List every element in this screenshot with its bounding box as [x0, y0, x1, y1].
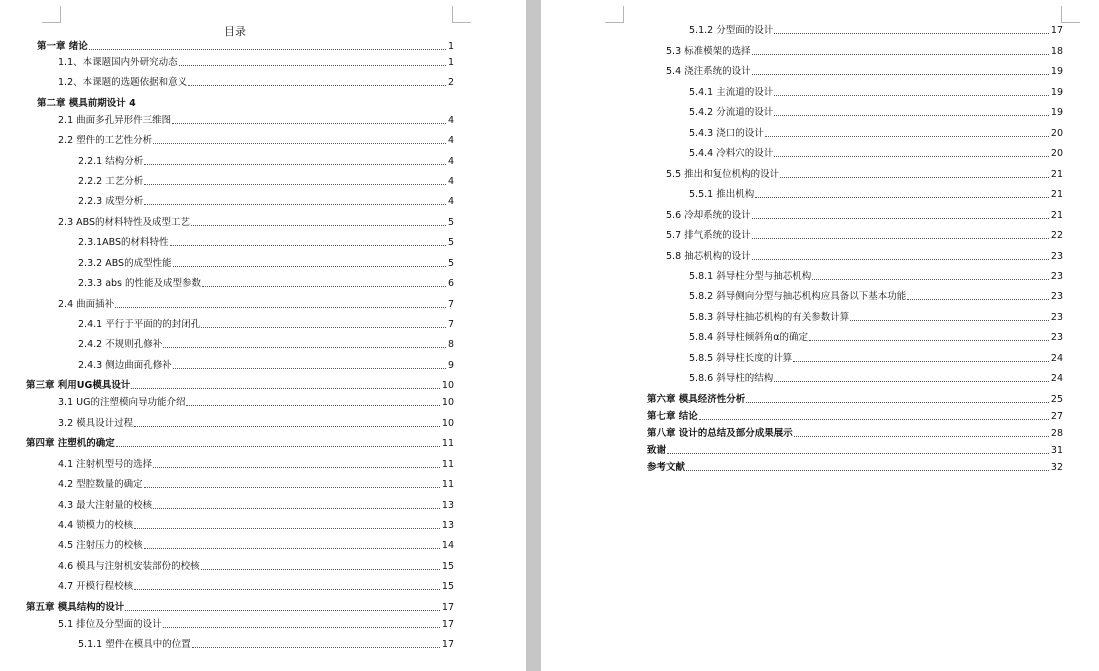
toc-entry[interactable] [58, 416, 454, 430]
toc-page-number: 4 [447, 196, 454, 207]
toc-dot-leader [163, 347, 446, 348]
toc-entry-title: 3.1 UG的注塑模向导功能介绍 [58, 397, 186, 408]
toc-entry-title: 2.3.1ABS的材料特性 [78, 237, 169, 248]
toc-page-number: 23 [1050, 291, 1063, 302]
toc-page-number: 23 [1050, 332, 1063, 343]
toc-entry-title: 2.3 ABS的材料特性及成型工艺 [58, 217, 191, 228]
toc-page-number: 4 [447, 156, 454, 167]
toc-entry-title: 致谢 [647, 445, 667, 456]
toc-entry-title: 4.7 开模行程校核 [58, 581, 134, 592]
toc-entry-title: 5.8.2 斜导侧向分型与抽芯机构应具备以下基本功能 [689, 291, 907, 302]
toc-page-number: 6 [447, 278, 454, 289]
toc-entry-title: 1.1、本课题国内外研究动态 [58, 57, 178, 68]
toc-entry-title: 参考文献 [647, 462, 686, 473]
toc-dot-leader [115, 307, 446, 308]
toc-dot-leader [125, 610, 440, 611]
toc-dot-leader [752, 54, 1049, 55]
page-corner-mark [42, 6, 61, 23]
toc-page-number: 15 [441, 561, 454, 572]
toc-page-number: 31 [1050, 445, 1063, 456]
toc-page-number: 10 [441, 418, 454, 429]
toc-entry-title: 第六章 模具经济性分析 [647, 394, 746, 405]
toc-entry-title: 5.3 标准模架的选择 [666, 46, 751, 57]
toc-entry-title: 2.2.2 工艺分析 [78, 176, 144, 187]
toc-page-number: 7 [447, 319, 454, 330]
toc-entry[interactable] [58, 55, 454, 69]
toc-entry-title: 2.4.3 侧边曲面孔修补 [78, 360, 172, 371]
toc-entry-title: 第五章 模具结构的设计 [26, 602, 125, 613]
toc-entry[interactable] [666, 64, 1063, 78]
toc-entry-title: 5.8.1 斜导柱分型与抽芯机构 [689, 271, 812, 282]
toc-entry[interactable] [58, 297, 454, 311]
toc-entry[interactable] [78, 358, 454, 372]
toc-page-number: 17 [1050, 25, 1063, 36]
toc-page-number: 19 [1050, 87, 1063, 98]
toc-dot-leader [153, 467, 440, 468]
toc-dot-leader [752, 218, 1049, 219]
toc-entry-title: 第七章 结论 [647, 411, 698, 422]
toc-entry[interactable] [78, 317, 454, 331]
toc-entry-title: 5.8.3 斜导柱抽芯机构的有关参数计算 [689, 312, 850, 323]
toc-page-number: 11 [441, 459, 454, 470]
document-page-right [541, 0, 1099, 671]
toc-dot-leader [907, 299, 1049, 300]
toc-entry[interactable] [78, 174, 454, 188]
toc-page-number: 13 [441, 520, 454, 531]
toc-entry[interactable] [689, 330, 1063, 344]
toc-entry-title: 5.7 排气系统的设计 [666, 230, 751, 241]
toc-entry[interactable] [37, 96, 454, 110]
toc-page-number: 7 [447, 299, 454, 310]
toc-entry[interactable] [666, 249, 1063, 263]
toc-page-number: 9 [447, 360, 454, 371]
toc-page-number: 20 [1050, 128, 1063, 139]
toc-entry[interactable] [689, 187, 1063, 201]
toc-entry[interactable] [666, 208, 1063, 222]
toc-entry[interactable] [689, 23, 1063, 37]
toc-dot-leader [144, 204, 446, 205]
toc-dot-leader [116, 446, 440, 447]
toc-entry[interactable] [26, 378, 454, 392]
toc-entry-title: 第四章 注塑机的确定 [26, 438, 115, 449]
toc-entry[interactable] [37, 39, 454, 53]
toc-entry[interactable] [666, 44, 1063, 58]
toc-entry-title: 5.8.5 斜导柱长度的计算 [689, 353, 793, 364]
toc-page-number: 10 [441, 397, 454, 408]
toc-dot-leader [780, 177, 1049, 178]
toc-entry-title: 4.2 型腔数量的确定 [58, 479, 143, 490]
toc-dot-leader [134, 528, 440, 529]
toc-dot-leader [172, 123, 446, 124]
toc-entry-title: 2.1 曲面多孔异形件三维图 [58, 115, 172, 126]
toc-page-number: 11 [441, 479, 454, 490]
toc-page-number: 23 [1050, 312, 1063, 323]
toc-page-number: 10 [441, 380, 454, 391]
toc-page-number: 4 [447, 115, 454, 126]
toc-dot-leader [170, 245, 446, 246]
toc-entry[interactable] [689, 146, 1063, 160]
toc-entry-title: 3.2 模具设计过程 [58, 418, 134, 429]
toc-entry[interactable] [78, 194, 454, 208]
toc-entry[interactable] [647, 426, 1063, 440]
toc-entry[interactable] [647, 409, 1063, 423]
toc-entry[interactable] [689, 310, 1063, 324]
toc-page-number: 8 [447, 339, 454, 350]
toc-page-number: 24 [1050, 353, 1063, 364]
toc-entry[interactable] [689, 289, 1063, 303]
toc-dot-leader [153, 143, 446, 144]
toc-title: 目录 [224, 25, 246, 38]
page-corner-mark [452, 6, 471, 23]
toc-entry-title: 5.1.2 分型面的设计 [689, 25, 774, 36]
toc-dot-leader [850, 320, 1049, 321]
toc-page-number: 5 [447, 217, 454, 228]
toc-entry[interactable] [689, 126, 1063, 140]
toc-dot-leader [794, 436, 1049, 437]
toc-dot-leader [186, 405, 439, 406]
toc-dot-leader [201, 569, 440, 570]
toc-entry-title: 5.4.1 主流道的设计 [689, 87, 774, 98]
toc-entry-title: 1.2、本课题的选题依据和意义 [58, 77, 188, 88]
toc-entry-title: 第八章 设计的总结及部分成果展示 [647, 428, 793, 439]
toc-page-number: 17 [441, 619, 454, 630]
toc-entry[interactable] [689, 105, 1063, 119]
toc-dot-leader [793, 361, 1049, 362]
toc-entry-title: 第三章 利用UG模具设计 [26, 380, 131, 391]
toc-entry-title: 2.3.2 ABS的成型性能 [78, 258, 172, 269]
toc-page-number: 23 [1050, 271, 1063, 282]
toc-page-number: 17 [441, 639, 454, 650]
toc-entry[interactable] [58, 215, 454, 229]
toc-entry-title: 第二章 模具前期设计 4 [37, 98, 136, 109]
toc-entry[interactable] [58, 538, 454, 552]
toc-entry-title: 4.3 最大注射量的校核 [58, 500, 153, 511]
toc-entry[interactable] [58, 477, 454, 491]
toc-entry-title: 5.6 冷却系统的设计 [666, 210, 751, 221]
toc-page-number: 5 [447, 237, 454, 248]
toc-entry[interactable] [666, 167, 1063, 181]
toc-page-number: 1 [447, 57, 454, 68]
toc-entry-title: 5.8.4 斜导柱倾斜角α的确定 [689, 332, 808, 343]
toc-dot-leader [144, 184, 446, 185]
toc-dot-leader [752, 74, 1049, 75]
toc-dot-leader [134, 589, 440, 590]
toc-dot-leader [131, 388, 440, 389]
toc-entry-title: 5.5 推出和复位机构的设计 [666, 169, 780, 180]
page-corner-mark [605, 6, 624, 23]
toc-page-number: 21 [1050, 189, 1063, 200]
toc-entry[interactable] [58, 75, 454, 89]
toc-page-number: 19 [1050, 107, 1063, 118]
toc-page-number: 13 [441, 500, 454, 511]
toc-entry-title: 4.5 注射压力的校核 [58, 540, 143, 551]
toc-dot-leader [752, 259, 1049, 260]
toc-entry[interactable] [58, 579, 454, 593]
toc-entry[interactable] [689, 85, 1063, 99]
toc-entry[interactable] [647, 392, 1063, 406]
toc-entry-title: 5.8 抽芯机构的设计 [666, 251, 751, 262]
toc-page-number: 17 [441, 602, 454, 613]
toc-dot-leader [188, 85, 446, 86]
toc-dot-leader [774, 381, 1049, 382]
toc-entry[interactable] [78, 276, 454, 290]
toc-dot-leader [686, 470, 1049, 471]
toc-page-number: 21 [1050, 169, 1063, 180]
toc-entry[interactable] [78, 154, 454, 168]
toc-entry[interactable] [58, 113, 454, 127]
toc-dot-leader [765, 136, 1049, 137]
toc-dot-leader [179, 65, 446, 66]
toc-entry-title: 5.4.3 浇口的设计 [689, 128, 764, 139]
toc-page-number: 20 [1050, 148, 1063, 159]
toc-entry[interactable] [58, 395, 454, 409]
toc-entry[interactable] [26, 600, 454, 614]
toc-entry[interactable] [58, 498, 454, 512]
toc-page-number: 11 [441, 438, 454, 449]
toc-dot-leader [191, 225, 446, 226]
toc-dot-leader [699, 419, 1049, 420]
toc-page-number: 1 [447, 41, 454, 52]
toc-dot-leader [774, 95, 1049, 96]
toc-entry[interactable] [647, 460, 1063, 474]
toc-page-number: 4 [447, 176, 454, 187]
toc-page-number: 14 [441, 540, 454, 551]
toc-entry[interactable] [689, 371, 1063, 385]
toc-entry[interactable] [26, 436, 454, 450]
toc-page-number: 24 [1050, 373, 1063, 384]
toc-entry[interactable] [78, 235, 454, 249]
toc-entry-title: 2.4 曲面插补 [58, 299, 115, 310]
toc-page-number: 27 [1050, 411, 1063, 422]
toc-dot-leader [134, 426, 440, 427]
toc-entry-title: 5.8.6 斜导柱的结构 [689, 373, 774, 384]
toc-dot-leader [144, 164, 446, 165]
toc-dot-leader [809, 340, 1049, 341]
toc-entry-title: 2.3.3 abs 的性能及成型参数 [78, 278, 202, 289]
toc-dot-leader [192, 647, 440, 648]
toc-entry-title: 5.4.2 分流道的设计 [689, 107, 774, 118]
toc-entry[interactable] [78, 637, 454, 651]
document-page-left [0, 0, 526, 671]
toc-dot-leader [774, 115, 1049, 116]
toc-entry-title: 4.1 注射机型号的选择 [58, 459, 153, 470]
toc-dot-leader [163, 627, 440, 628]
toc-dot-leader [752, 238, 1049, 239]
toc-entry-title: 2.4.2 不规则孔修补 [78, 339, 163, 350]
toc-entry[interactable] [58, 617, 454, 631]
toc-page-number: 2 [447, 77, 454, 88]
toc-entry-title: 5.1 排位及分型面的设计 [58, 619, 162, 630]
toc-page-number: 32 [1050, 462, 1063, 473]
toc-entry-title: 5.4 浇注系统的设计 [666, 66, 751, 77]
toc-entry-title: 2.2.3 成型分析 [78, 196, 144, 207]
toc-page-number: 21 [1050, 210, 1063, 221]
page-gutter [526, 0, 541, 671]
toc-entry[interactable] [58, 457, 454, 471]
toc-entry[interactable] [689, 269, 1063, 283]
toc-entry-title: 2.2 塑件的工艺性分析 [58, 135, 153, 146]
toc-dot-leader [153, 508, 440, 509]
toc-dot-leader [201, 327, 446, 328]
toc-dot-leader [746, 402, 1049, 403]
page-corner-mark [1061, 6, 1080, 23]
toc-entry[interactable] [647, 443, 1063, 457]
toc-entry-title: 5.5.1 推出机构 [689, 189, 755, 200]
toc-page-number: 4 [447, 135, 454, 146]
toc-page-number: 15 [441, 581, 454, 592]
toc-page-number: 28 [1050, 428, 1063, 439]
toc-page-number: 23 [1050, 251, 1063, 262]
toc-entry[interactable] [58, 518, 454, 532]
toc-dot-leader [755, 197, 1049, 198]
toc-page-number: 18 [1050, 46, 1063, 57]
toc-entry[interactable] [666, 228, 1063, 242]
toc-entry[interactable] [78, 256, 454, 270]
toc-page-number: 19 [1050, 66, 1063, 77]
toc-dot-leader [144, 548, 440, 549]
toc-dot-leader [812, 279, 1049, 280]
toc-entry-title: 2.2.1 结构分析 [78, 156, 144, 167]
toc-dot-leader [202, 286, 446, 287]
toc-entry-title: 第一章 绪论 [37, 41, 88, 52]
toc-dot-leader [89, 49, 446, 50]
toc-entry[interactable] [78, 337, 454, 351]
toc-entry[interactable] [689, 351, 1063, 365]
toc-page-number: 25 [1050, 394, 1063, 405]
toc-entry-title: 5.4.4 冷料穴的设计 [689, 148, 774, 159]
toc-entry[interactable] [58, 133, 454, 147]
toc-dot-leader [144, 487, 440, 488]
toc-entry-title: 5.1.1 塑件在模具中的位置 [78, 639, 191, 650]
toc-entry-title: 4.4 锁模力的校核 [58, 520, 134, 531]
toc-entry-title: 2.4.1 平行于平面的的封闭孔 [78, 319, 201, 330]
toc-entry-title: 4.6 模具与注射机安装部份的校核 [58, 561, 200, 572]
toc-dot-leader [173, 368, 446, 369]
toc-page-number: 22 [1050, 230, 1063, 241]
toc-dot-leader [667, 453, 1049, 454]
toc-entry[interactable] [58, 559, 454, 573]
toc-dot-leader [774, 33, 1049, 34]
toc-dot-leader [173, 266, 446, 267]
toc-page-number: 5 [447, 258, 454, 269]
toc-dot-leader [774, 156, 1049, 157]
